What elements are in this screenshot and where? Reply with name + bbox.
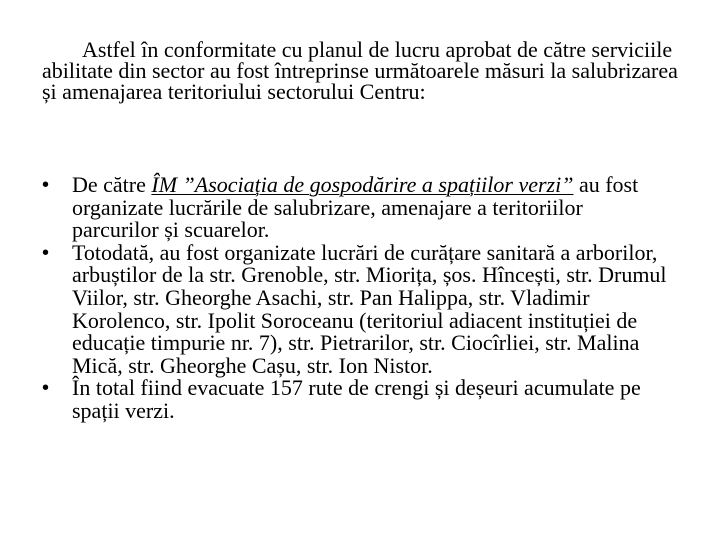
bullet-item-2 bbox=[0, 239, 672, 378]
bullet-icon: • bbox=[42, 377, 50, 400]
intro-paragraph: Astfel în conformitate cu planul de lucru aprobat de către serviciile abilitate din sector au fost întreprinse următoarele măsuri la salubrizarea și amenajarea teritoriului sectorului Centru: bbox=[42, 37, 678, 104]
bullet-icon: • bbox=[42, 174, 50, 196]
organization-name: ÎM ”Asociația de gospodărire a spațiilor verzi” bbox=[151, 172, 574, 197]
bullet-item-3 bbox=[0, 377, 672, 422]
bullet-1-suffix: au fost organizate lucrările de salubrizare, amenajare a teritoriilor parcurilor și scuarelor. bbox=[72, 172, 639, 243]
bullet-1-prefix: De către bbox=[72, 172, 152, 197]
bullet-list bbox=[0, 174, 720, 423]
bullet-2-text: Totodată, au fost organizate lucrări de curățare sanitară a arborilor, arbuștilor de la str. Grenoble, str. Miorița, șos. Hîncești, str. Drumul Viilor, str. Gheorghe Asachi, str. Pan Halippa, str. Vladimir Korolenco, str. Ipolit Soroceanu (teritoriul adiacent instituției de educație timpurie nr. 7), str. Pietrarilor, str. Ciocîrliei, str. Malina Mică, str. Gheorghe Cașu, str. Ion Nistor. bbox=[72, 239, 667, 378]
bullet-3-text: În total fiind evacuate 157 rute de crengi și deșeuri acumulate pe spații verzi. bbox=[72, 375, 641, 423]
bullet-item-1 bbox=[0, 174, 672, 242]
bullet-icon: • bbox=[42, 241, 50, 264]
